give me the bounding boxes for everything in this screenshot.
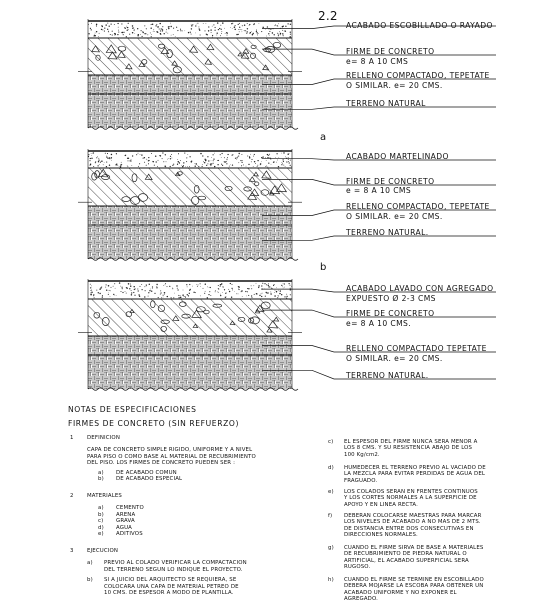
note-line: LOS NIVELES DE ACABADO A NO MAS DE 2 MTS.: [344, 519, 481, 526]
layer-label: e = 8 A 10 CMS: [346, 186, 412, 195]
layer-label: ACABADO MARTELINADO: [346, 152, 449, 161]
layer-label: ACABADO ESCOBILLADO O RAYADO: [346, 21, 493, 30]
note-item: 10 CMS. DE ESPESOR A MODO DE PLANTILLA.: [104, 590, 234, 597]
note-item: SI A JUICIO DEL ARQUITECTO SE REQUIERA, SE: [104, 577, 237, 584]
section-marker: b: [320, 262, 327, 273]
note-number: 1: [70, 435, 74, 441]
layer-label: e= 8 A 10 CMS.: [346, 319, 412, 328]
note-item-key: g): [328, 545, 334, 551]
layer-label: RELLENO COMPACTADO TEPETATE: [346, 344, 487, 353]
note-item-key: h): [328, 577, 334, 583]
note-item-key: b): [87, 577, 93, 584]
note-item-key: b): [98, 476, 104, 483]
note-item: ARENA: [116, 511, 136, 518]
notes-title: NOTAS DE ESPECIFICACIONES: [68, 405, 197, 414]
note-line: DE RECUBRIMIENTO DE PIEDRA NATURAL O: [344, 551, 467, 558]
note-line: FRAGUADO.: [344, 477, 378, 484]
note-item-key: a): [98, 505, 104, 511]
layer-label: TERRENO NATURAL: [346, 99, 426, 108]
note-line: 100 Kg/cm2.: [344, 451, 380, 458]
note-item-key: d): [328, 465, 334, 471]
note-line: LA MEZCLA PARA EVITAR PERDIDAS DE AGUA DEL: [344, 471, 486, 478]
section-marker: 2.2: [318, 9, 338, 23]
layer-label: FIRME DE CONCRETO: [346, 47, 435, 56]
natural-soil-layer: [88, 94, 292, 128]
note-line: PARA PISO O COMO BASE AL MATERIAL DE RECUBRIMIENTO: [87, 453, 256, 460]
layer-label: O SIMILAR. e= 20 CMS.: [346, 81, 443, 90]
note-line: DEBERA MOJARSE LA ESCOBA PARA OBTENER UN: [344, 583, 484, 590]
note-line: DEL PISO. LOS FIRMES DE CONCRETO PUEDEN SER :: [87, 460, 236, 467]
note-item-key: c): [328, 439, 334, 445]
note-heading: MATERIALES: [87, 493, 122, 499]
note-line: ACABADO UNIFORME Y NO EXPONER EL: [344, 589, 457, 596]
note-item: DE ACABADO COMUN: [116, 469, 177, 476]
note-heading: DEFINICION: [87, 435, 120, 441]
section-marker: a: [320, 132, 327, 143]
compacted-fill-layer: [88, 206, 292, 225]
note-item-key: e): [328, 489, 334, 495]
note-number: 3: [70, 548, 74, 554]
note-item-key: a): [87, 560, 93, 566]
note-item-key: c): [98, 518, 104, 525]
note-item: DEL TERRENO SEGUN LO INDIQUE EL PROYECTO.: [104, 566, 243, 573]
note-line: CAPA DE CONCRETO SIMPLE RIGIDO, UNIFORME Y A NIVEL: [87, 447, 253, 453]
layer-label: EXPUESTO Ø 2-3 CMS: [346, 294, 436, 303]
note-item-key: f): [328, 513, 333, 519]
layer-label: FIRME DE CONCRETO: [346, 309, 435, 318]
note-item-key: e): [98, 531, 104, 538]
note-line: DEBERAN COLOCARSE MAESTRAS PARA MARCAR: [344, 513, 482, 519]
layer-label: TERRENO NATURAL.: [346, 371, 429, 380]
note-item: CEMENTO: [116, 505, 144, 511]
note-line: DE DISTANCIA ENTRE DOS CONSECUTIVAS EN: [344, 525, 474, 532]
note-line: CUANDO EL FIRME SE TERMINE EN ESCOBILLADO: [344, 577, 484, 583]
note-number: 2: [70, 493, 74, 499]
note-item: DE ACABADO ESPECIAL: [116, 476, 183, 483]
finish-layer: [88, 151, 292, 168]
note-line: LOS COLADOS SERAN EN FRENTES CONTINUOS: [344, 489, 478, 495]
note-item: AGUA: [116, 524, 133, 531]
concrete-layer: [88, 168, 292, 206]
layer-label: RELLENO COMPACTADO, TEPETATE: [346, 202, 490, 211]
natural-soil-layer: [88, 355, 292, 389]
note-item-key: b): [98, 511, 104, 518]
note-heading: EJECUCION: [87, 548, 119, 554]
layer-label: FIRME DE CONCRETO: [346, 177, 435, 186]
note-item-key: a): [98, 469, 104, 476]
note-line: HUMEDECER EL TERRENO PREVIO AL VACIADO DE: [344, 465, 486, 471]
layer-label: e= 8 A 10 CMS: [346, 57, 409, 66]
notes-subtitle: FIRMES DE CONCRETO (SIN REFUERZO): [68, 419, 240, 428]
note-line: APOYO Y EN LINEA RECTA.: [344, 501, 418, 508]
note-line: AGREGADO.: [344, 596, 379, 603]
concrete-layer: [88, 38, 292, 75]
compacted-fill-layer: [88, 336, 292, 355]
note-line: ARTIFICIAL, EL ACABADO SUPERFICIAL SERA: [344, 557, 469, 564]
layer-label: TERRENO NATURAL.: [346, 228, 429, 237]
natural-soil-layer: [88, 225, 292, 259]
layer-label: O SIMILAR. e= 20 CMS.: [346, 212, 443, 221]
note-line: EL ESPESOR DEL FIRME NUNCA SERA MENOR A: [344, 439, 478, 445]
note-line: DIRECCIONES NORMALES.: [344, 532, 418, 539]
note-line: LOS 8 CMS. Y SU RESISTENCIA ABAJO DE LOS: [344, 445, 473, 452]
note-item: GRAVA: [116, 518, 135, 525]
layer-label: RELLENO COMPACTADO, TEPETATE: [346, 71, 490, 80]
layer-label: ACABADO LAVADO CON AGREGADO: [346, 284, 494, 293]
note-item-key: d): [98, 524, 104, 531]
note-item: PREVIO AL COLADO VERIFICAR LA COMPACTACION: [104, 560, 247, 566]
note-line: Y LOS CORTES NORMALES A LA SUPERFICIE DE: [344, 495, 477, 502]
layer-label: O SIMILAR. e= 20 CMS.: [346, 354, 443, 363]
note-line: CUANDO EL FIRME SIRVA DE BASE A MATERIALES: [344, 545, 484, 551]
note-item: ADITIVOS: [116, 531, 143, 538]
compacted-fill-layer: [88, 75, 292, 94]
note-item: COLOCARA UNA CAPA DE MATERIAL PETREO DE: [104, 583, 239, 590]
note-line: RUGOSO.: [344, 564, 371, 571]
